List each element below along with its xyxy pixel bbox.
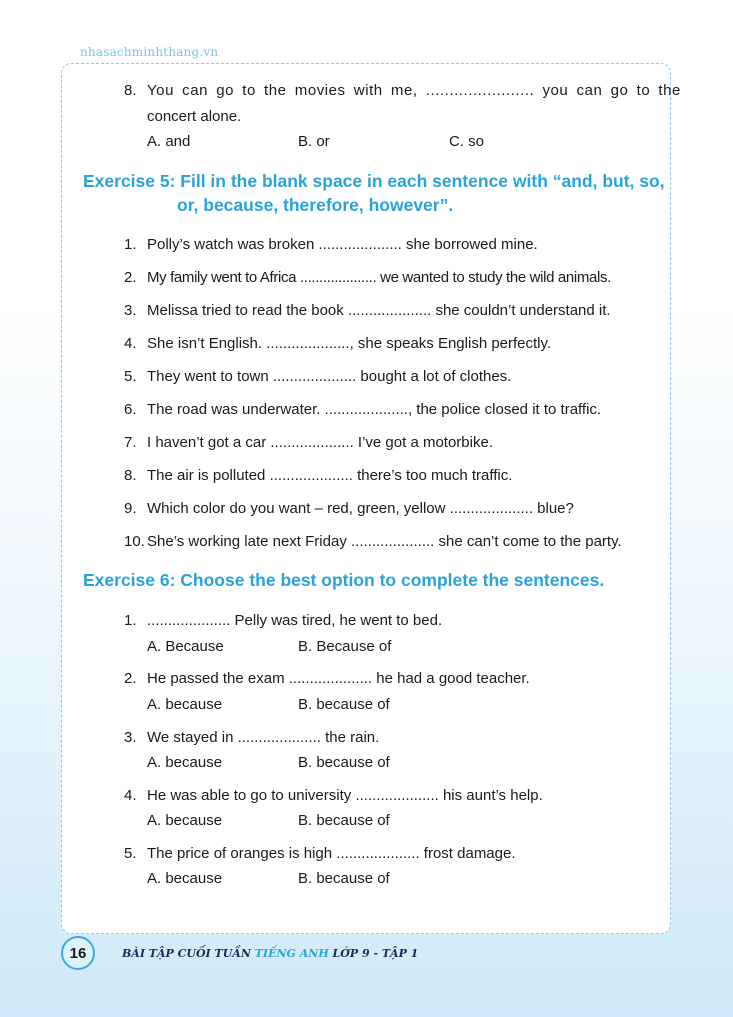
item-text: I haven’t got a car .................... I’ve got a motorbike. (147, 434, 493, 451)
item-number: 10. (124, 533, 145, 550)
exercise5-title-line2: or, because, therefore, however”. (177, 195, 454, 215)
book-title-part1: BÀI TẬP CUỐI TUẦN (122, 947, 255, 960)
item-number: 5. (124, 845, 137, 862)
option-a: A. because (147, 870, 223, 887)
q8-number: 8. (124, 82, 137, 99)
item-number: 3. (124, 302, 137, 319)
page-number-badge (61, 936, 95, 970)
item-number: 8. (124, 467, 137, 484)
item-text: He was able to go to university .................... his aunt’s help. (147, 787, 543, 804)
exercise6-title: Exercise 6: Choose the best option to complete the sentences. (83, 570, 605, 590)
option-b: B. Because of (298, 638, 392, 655)
item-text: We stayed in .................... the rain. (147, 729, 380, 746)
option-a: A. Because (147, 638, 224, 655)
item-text: He passed the exam .................... he had a good teacher. (147, 670, 530, 687)
item-number: 9. (124, 500, 137, 517)
item-number: 3. (124, 729, 137, 746)
option-b: B. because of (298, 870, 390, 887)
book-title-accent: TIẾNG ANH (254, 947, 329, 960)
item-text: .................... Pelly was tired, he went to bed. (147, 612, 443, 629)
option-b: B. because of (298, 812, 390, 829)
option-b: B. because of (298, 696, 390, 713)
item-number: 5. (124, 368, 137, 385)
option-a: A. because (147, 696, 223, 713)
item-number: 4. (124, 787, 137, 804)
website-watermark: nhasachminhthang.vn (80, 45, 219, 59)
item-number: 1. (124, 612, 137, 629)
option-a: A. because (147, 754, 223, 771)
book-title (122, 947, 418, 960)
item-text: The air is polluted .................... there’s too much traffic. (147, 467, 513, 484)
option-b: B. because of (298, 754, 390, 771)
item-number: 1. (124, 236, 137, 253)
q8-line2: concert alone. (147, 108, 242, 125)
item-text: Melissa tried to read the book .................... she couldn’t understand it. (147, 302, 611, 319)
q8-option-c: C. so (449, 133, 485, 150)
q8-line1: You can go to the movies with me, ....................... you can go to the (147, 82, 681, 99)
item-text: The road was underwater. ...................., the police closed it to traffic. (147, 401, 602, 418)
q8-option-a: A. and (147, 133, 191, 150)
item-number: 7. (124, 434, 137, 451)
item-text: They went to town .................... bought a lot of clothes. (147, 368, 512, 385)
item-number: 4. (124, 335, 137, 352)
option-a: A. because (147, 812, 223, 829)
q8-option-b: B. or (298, 133, 330, 150)
item-text: She isn’t English. ...................., she speaks English perfectly. (147, 335, 552, 352)
item-text: Which color do you want – red, green, yellow .................... blue? (147, 500, 574, 517)
page-number: 16 (69, 944, 87, 962)
item-number: 6. (124, 401, 137, 418)
item-text: The price of oranges is high .................... frost damage. (147, 845, 516, 862)
exercise5-title-line1: Exercise 5: Fill in the blank space in each sentence with “and, but, so, (83, 171, 665, 191)
item-text: She’s working late next Friday .................... she can’t come to the party. (147, 533, 622, 550)
item-number: 2. (124, 670, 137, 687)
item-number: 2. (124, 269, 137, 286)
book-title-part2: LỚP 9 - TẬP 1 (328, 947, 419, 960)
item-text: My family went to Africa .................... we wanted to study the wild animals. (147, 269, 611, 286)
item-text: Polly’s watch was broken .................... she borrowed mine. (147, 236, 538, 253)
